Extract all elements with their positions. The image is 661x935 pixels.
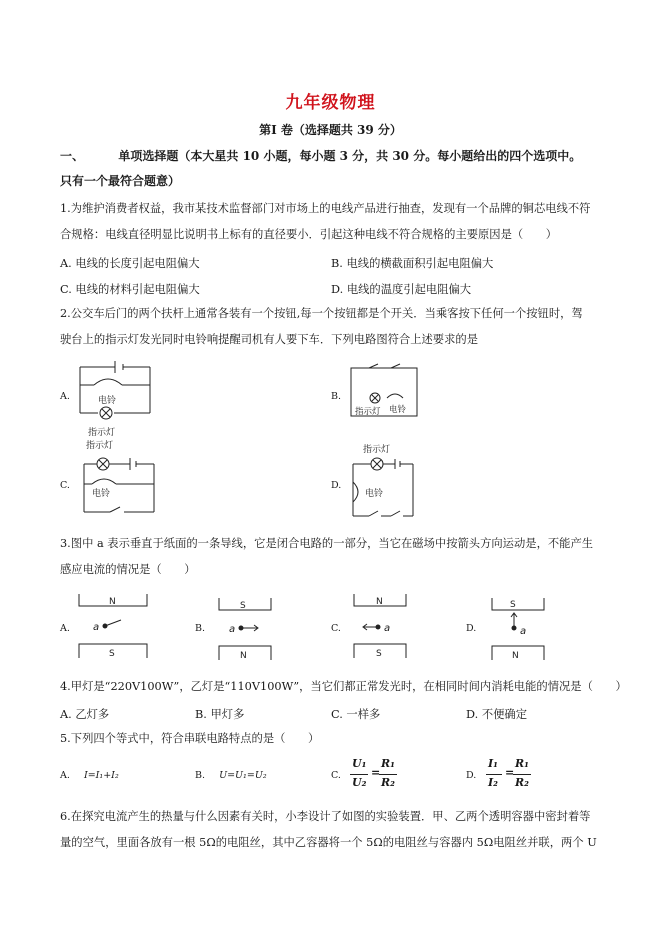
q5-option-c-label[interactable]: C. — [331, 770, 341, 781]
q5d-fraction-bar-left — [486, 774, 502, 775]
q5-option-b-expr: U=U₁=U₂ — [219, 770, 267, 781]
q3-stem-line2: 感应电流的情况是（ ） — [60, 563, 196, 576]
q2d-lamp-label: 指示灯 — [363, 445, 391, 455]
q3-magnet-a[interactable] — [75, 590, 155, 662]
q2a-lamp-label: 指示灯 — [88, 428, 116, 438]
q3d-top-pole: S — [510, 600, 516, 610]
q5-option-a-label: A. — [60, 770, 70, 781]
q5c-equals: = — [371, 766, 381, 779]
q3-magnet-b[interactable] — [215, 596, 275, 662]
section-number: 一、 — [60, 149, 85, 163]
q3d-wire-label: a — [520, 626, 527, 637]
q1-option-d[interactable]: D. 电线的温度引起电阻偏大 — [331, 283, 472, 296]
q2b-lamp-label: 指示灯 — [355, 407, 381, 417]
q2-option-a-label[interactable]: A. — [60, 391, 70, 402]
section-instructions-cont: 只有一个最符合题意） — [60, 174, 181, 188]
section-instructions: 单项选择题（本大星共 10 小题，每小题 3 分，共 30 分。每小题给出的四个选项中。 — [118, 149, 582, 163]
q1-option-c[interactable]: C. 电线的材料引起电阻偏大 — [60, 283, 200, 296]
q5c-num-left: U₁ — [352, 757, 367, 770]
q3b-wire-label: a — [229, 624, 236, 635]
q5d-den-left: I₂ — [488, 776, 498, 789]
q1-option-a[interactable]: A. 电线的长度引起电阻偏大 — [60, 257, 200, 270]
q6-stem-line1: 6.在探究电流产生的热量与什么因素有关时，小李设计了如图的实验装置．甲、乙两个透明容器中密封着等 — [60, 810, 591, 823]
q3c-bottom-pole: S — [376, 649, 382, 659]
q2-stem-line2: 驶台上的指示灯发光同时电铃响提醒司机有人要下车．下列电路图符合上述要求的是 — [60, 333, 478, 346]
q2-option-d-label[interactable]: D. — [331, 480, 342, 491]
q2-option-c-label[interactable]: C. — [60, 480, 70, 491]
q2b-bell-label: 电铃 — [389, 405, 407, 415]
q3-magnet-d[interactable] — [490, 594, 550, 662]
q5d-fraction-bar-right — [513, 774, 531, 775]
q2-circuit-b[interactable] — [345, 362, 425, 427]
q5c-fraction-bar-right — [379, 774, 397, 775]
q3a-top-pole: N — [109, 597, 116, 607]
q5d-num-right: R₁ — [515, 757, 529, 770]
q4-option-b[interactable]: B. 甲灯多 — [195, 708, 245, 721]
q5-option-b-label: B. — [195, 770, 206, 781]
q3-option-d-label[interactable]: D. — [466, 623, 477, 634]
q2-circuit-a[interactable] — [70, 355, 165, 440]
q5-option-d-formula[interactable] — [486, 757, 536, 795]
q5c-den-left: U₂ — [352, 776, 367, 789]
q5d-equals: = — [505, 766, 515, 779]
q2-circuit-d[interactable] — [343, 442, 423, 522]
q5-option-d-label[interactable]: D. — [466, 770, 477, 781]
q3a-bottom-pole: S — [109, 649, 115, 659]
q2a-bell-label: 电铃 — [98, 396, 117, 406]
volume-subtitle: 第I 卷（选择题共 39 分） — [259, 123, 402, 137]
q2d-bell-label: 电铃 — [365, 489, 384, 499]
q6-stem-line2: 量的空气，里面各放有一根 5Ω的电阻丝，其中乙容器将一个 5Ω的电阻丝与容器内 5Ω电阻丝并联，两个 U — [60, 836, 597, 849]
q3-option-b-label[interactable]: B. — [195, 623, 206, 634]
q5d-den-right: R₂ — [515, 776, 529, 789]
q3b-top-pole: S — [240, 601, 246, 611]
q1-option-b[interactable]: B. 电线的横截面积引起电阻偏大 — [331, 257, 494, 270]
q3c-wire-label: a — [384, 623, 391, 634]
q4-stem: 4.甲灯是“220V100W”，乙灯是“110V100W”，当它们都正常发光时，在相同时间内消耗电能的情况是（ ） — [60, 680, 627, 693]
q3c-top-pole: N — [376, 597, 383, 607]
page-title: 九年级物理 — [285, 93, 376, 113]
q5c-den-right: R₂ — [381, 776, 395, 789]
q5-stem: 5.下列四个等式中，符合串联电路特点的是（ ） — [60, 732, 320, 745]
q3a-wire-label: a — [93, 622, 100, 633]
q1-stem-line1: 1.为维护消费者权益，我市某技术监督部门对市场上的电线产品进行抽查，发现有一个品牌的铜芯电线不符 — [60, 202, 591, 215]
section-header — [60, 147, 581, 164]
q3-option-a-label[interactable]: A. — [60, 623, 70, 634]
q4-option-a[interactable]: A. 乙灯多 — [60, 708, 110, 721]
q2c-lamp-label: 指示灯 — [86, 441, 114, 451]
q3-stem-line1: 3.图中 a 表示垂直于纸面的一条导线，它是闭合电路的一部分，当它在磁场中按箭头方向运动是，不能产生 — [60, 537, 594, 550]
q5-option-a[interactable] — [60, 770, 119, 781]
q4-option-d[interactable]: D. 不便确定 — [466, 708, 528, 721]
q4-option-c[interactable]: C. 一样多 — [331, 708, 381, 721]
q5c-fraction-bar-left — [350, 774, 368, 775]
q1-stem-line2: 合规格：电线直径明显比说明书上标有的直径要小．引起这种电线不符合规格的主要原因是（ ） — [60, 228, 558, 241]
q2-stem-line1: 2.公交车后门的两个扶杆上通常各装有一个按钮,每一个按钮都是个开关．当乘客按下任何一个按钮时，驾 — [60, 307, 583, 320]
q3b-bottom-pole: N — [240, 651, 247, 661]
q3d-bottom-pole: N — [512, 651, 519, 661]
q3-option-c-label[interactable]: C. — [331, 623, 341, 634]
q2c-bell-label: 电铃 — [92, 489, 111, 499]
q5-option-c-formula[interactable] — [350, 757, 400, 795]
q2-circuit-c[interactable] — [80, 438, 160, 520]
q5-option-a-expr: I=I₁+I₂ — [83, 770, 119, 781]
q2-option-b-label[interactable]: B. — [331, 391, 342, 402]
q5d-num-left: I₁ — [488, 757, 498, 770]
q3-magnet-c[interactable] — [350, 590, 414, 662]
q5c-num-right: R₁ — [381, 757, 395, 770]
q5-option-b[interactable] — [195, 770, 267, 781]
